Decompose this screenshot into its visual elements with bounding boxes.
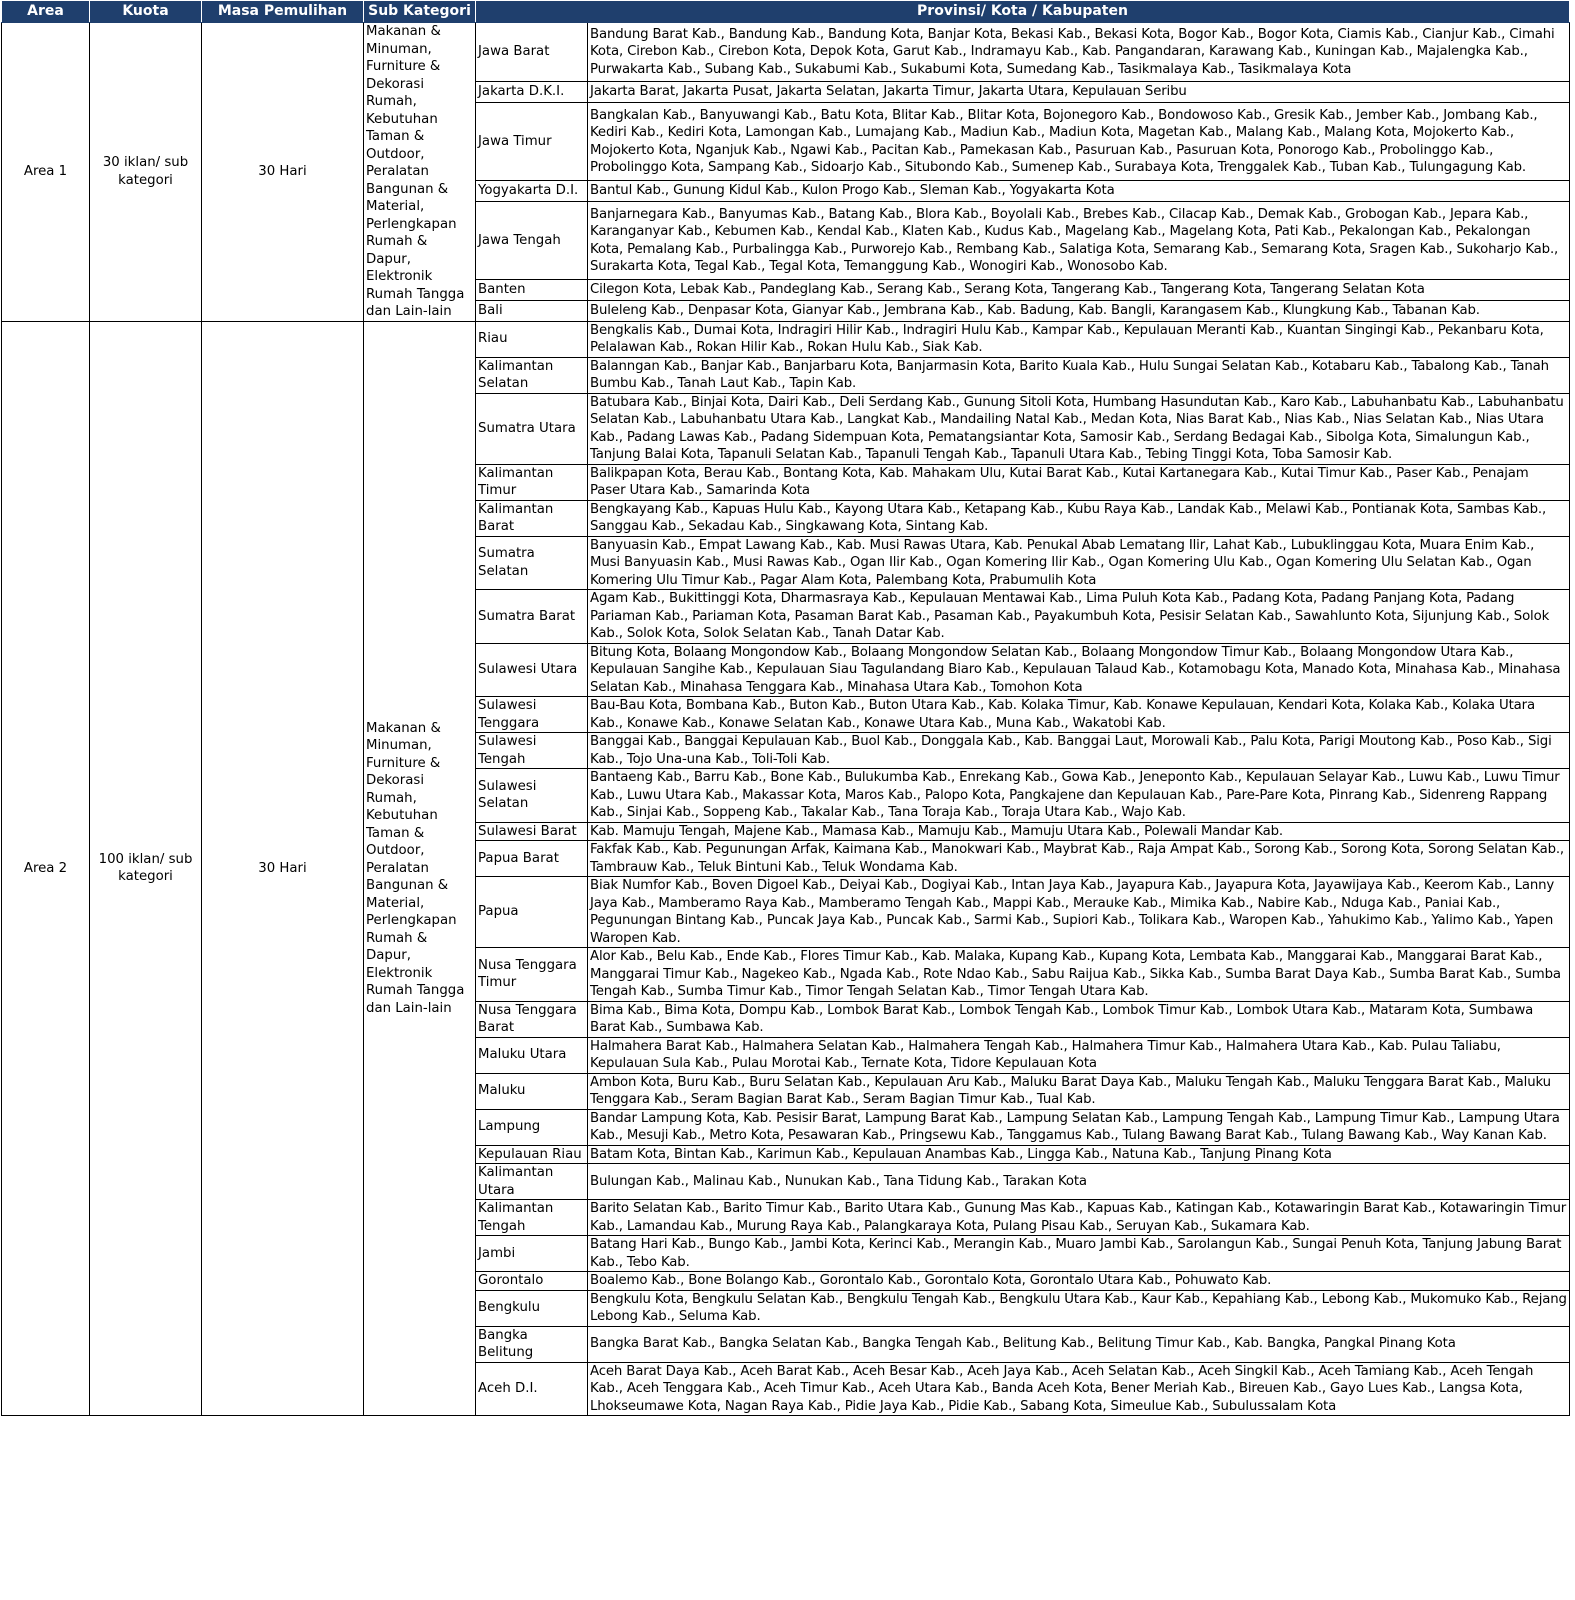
table-row [2,23,1570,82]
cities-cell: Bitung Kota, Bolaang Mongondow Kab., Bolaang Mongondow Selatan Kab., Bolaang Mongondow Timur Kab., Bolaang Mongondow Utara Kab., Kepulauan Sangihe Kab., Kepulauan Siau Tagulandang Biaro Kab., Kepulauan Talaud Kab., Kotamobagu Kota, Manado Kota, Minahasa Kab., Minahasa Selatan Kab., Minahasa Tenggara Kab., Minahasa Utara Kab., Tomohon Kota [588,643,1570,697]
cities-cell: Balanngan Kab., Banjar Kab., Banjarbaru Kota, Banjarmasin Kota, Barito Kuala Kab., Hulu Sungai Selatan Kab., Kotabaru Kab., Tabalong Kab., Tanah Bumbu Kab., Tanah Laut Kab., Tapin Kab. [588,357,1570,393]
cities-cell: Bima Kab., Bima Kota, Dompu Kab., Lombok Barat Kab., Lombok Tengah Kab., Lombok Timur Kab., Lombok Utara Kab., Mataram Kota, Sumbawa Barat Kab., Sumbawa Kab. [588,1001,1570,1037]
province-cell: Maluku [476,1073,588,1109]
province-cell: Sulawesi Selatan [476,769,588,823]
cities-cell: Banggai Kab., Banggai Kepulauan Kab., Buol Kab., Donggala Kab., Kab. Banggai Laut, Morowali Kab., Palu Kota, Parigi Moutong Kab., Poso Kab., Sigi Kab., Tojo Una-una Kab., Toli-Toli Kab. [588,733,1570,769]
province-cell: Kepulauan Riau [476,1145,588,1164]
coverage-table [1,0,1570,1416]
cities-cell: Barito Selatan Kab., Barito Timur Kab., Barito Utara Kab., Gunung Mas Kab., Kapuas Kab., Katingan Kab., Kotawaringin Barat Kab., Kotawaringin Timur Kab., Lamandau Kab., Murung Raya Kab., Palangkaraya Kota, Pulang Pisau Kab., Seruyan Kab., Sukamara Kab. [588,1200,1570,1236]
cities-cell: Alor Kab., Belu Kab., Ende Kab., Flores Timur Kab., Kab. Malaka, Kupang Kab., Kupang Kota, Lembata Kab., Manggarai Kab., Manggarai Barat Kab., Manggarai Timur Kab., Nagekeo Kab., Ngada Kab., Rote Ndao Kab., Sabu Raijua Kab., Sikka Kab., Sumba Barat Daya Kab., Sumba Barat Kab., Sumba Tengah Kab., Sumba Timur Kab., Timor Tengah Selatan Kab., Timor Tengah Utara Kab. [588,948,1570,1002]
cities-cell: Ambon Kota, Buru Kab., Buru Selatan Kab., Kepulauan Aru Kab., Maluku Barat Daya Kab., Maluku Tengah Kab., Maluku Tenggara Barat Kab., Maluku Tenggara Kab., Seram Bagian Barat Kab., Seram Bagian Timur Kab., Tual Kab. [588,1073,1570,1109]
cities-cell: Bau-Bau Kota, Bombana Kab., Buton Kab., Buton Utara Kab., Kab. Kolaka Timur, Kab. Konawe Kepulauan, Kendari Kota, Kolaka Kab., Kolaka Utara Kab., Konawe Kab., Konawe Selatan Kab., Konawe Utara Kab., Muna Kab., Wakatobi Kab. [588,697,1570,733]
province-cell: Bali [476,300,588,321]
cities-cell: Buleleng Kab., Denpasar Kota, Gianyar Kab., Jembrana Kab., Kab. Badung, Kab. Bangli, Karangasem Kab., Klungkung Kab., Tabanan Kab. [588,300,1570,321]
cities-cell: Balikpapan Kota, Berau Kab., Bontang Kota, Kab. Mahakam Ulu, Kutai Barat Kab., Kutai Kartanegara Kab., Kutai Timur Kab., Paser Kab., Penajam Paser Utara Kab., Samarinda Kota [588,464,1570,500]
cities-cell: Bandung Barat Kab., Bandung Kab., Bandung Kota, Banjar Kota, Bekasi Kab., Bekasi Kota, Bogor Kab., Bogor Kota, Ciamis Kab., Cianjur Kab., Cimahi Kota, Cirebon Kab., Cirebon Kota, Depok Kota, Garut Kab., Indramayu Kab., Kab. Pangandaran, Karawang Kab., Kuningan Kab., Majalengka Kab., Purwakarta Kab., Subang Kab., Sukabumi Kab., Sukabumi Kota, Sumedang Kab., Tasikmalaya Kab., Tasikmalaya Kota [588,23,1570,82]
province-cell: Sumatra Utara [476,393,588,464]
cities-cell: Aceh Barat Daya Kab., Aceh Barat Kab., Aceh Besar Kab., Aceh Jaya Kab., Aceh Selatan Kab., Aceh Singkil Kab., Aceh Tamiang Kab., Aceh Tengah Kab., Aceh Tenggara Kab., Aceh Timur Kab., Aceh Utara Kab., Banda Aceh Kota, Bener Meriah Kab., Bireuen Kab., Gayo Lues Kab., Langsa Kota, Lhokseumawe Kota, Nagan Raya Kab., Pidie Jaya Kab., Pidie Kab., Sabang Kota, Simeulue Kab., Subulussalam Kota [588,1362,1570,1416]
cities-cell: Boalemo Kab., Bone Bolango Kab., Gorontalo Kab., Gorontalo Kota, Gorontalo Utara Kab., Pohuwato Kab. [588,1272,1570,1291]
cities-cell: Agam Kab., Bukittinggi Kota, Dharmasraya Kab., Kepulauan Mentawai Kab., Lima Puluh Kota Kab., Padang Kota, Padang Panjang Kota, Padang Pariaman Kab., Pariaman Kota, Pasaman Barat Kab., Pasaman Kab., Payakumbuh Kota, Pesisir Selatan Kab., Sawahlunto Kota, Sijunjung Kab., Solok Kab., Solok Kota, Solok Selatan Kab., Tanah Datar Kab. [588,590,1570,644]
cities-cell: Bangka Barat Kab., Bangka Selatan Kab., Bangka Tengah Kab., Belitung Kab., Belitung Timur Kab., Kab. Bangka, Pangkal Pinang Kota [588,1326,1570,1362]
cities-cell: Bandar Lampung Kota, Kab. Pesisir Barat, Lampung Barat Kab., Lampung Selatan Kab., Lampung Tengah Kab., Lampung Timur Kab., Lampung Utara Kab., Mesuji Kab., Metro Kota, Pesawaran Kab., Pringsewu Kab., Tanggamus Kab., Tulang Bawang Barat Kab., Tulang Bawang Kab., Way Kanan Kab. [588,1109,1570,1145]
province-cell: Sulawesi Barat [476,822,588,841]
header-kuota: Kuota [90,1,202,23]
kuota-cell: 100 iklan/ sub kategori [90,321,202,1416]
masa-pemulihan-cell: 30 Hari [202,321,364,1416]
province-cell: Lampung [476,1109,588,1145]
province-cell: Riau [476,321,588,357]
cities-cell: Batubara Kab., Binjai Kota, Dairi Kab., Deli Serdang Kab., Gunung Sitoli Kota, Humbang Hasundutan Kab., Karo Kab., Labuhanbatu Kab., Labuhanbatu Selatan Kab., Labuhanbatu Utara Kab., Langkat Kab., Mandailing Natal Kab., Medan Kota, Nias Barat Kab., Nias Kab., Nias Selatan Kab., Nias Utara Kab., Padang Lawas Kab., Padang Sidempuan Kota, Pematangsiantar Kota, Samosir Kab., Serdang Bedagai Kab., Sibolga Kota, Simalungun Kab., Tanjung Balai Kota, Tapanuli Selatan Kab., Tapanuli Tengah Kab., Tapanuli Utara Kab., Tebing Tinggi Kota, Toba Samosir Kab. [588,393,1570,464]
header-row [2,1,1570,23]
province-cell: Papua Barat [476,841,588,877]
kuota-cell: 30 iklan/ sub kategori [90,23,202,322]
sub-kategori-cell: Makanan & Minuman, Furniture & Dekorasi Rumah, Kebutuhan Taman & Outdoor, Peralatan Bangunan & Material, Perlengkapan Rumah & Dapur, Elektronik Rumah Tangga dan Lain-lain [364,23,476,322]
province-cell: Bengkulu [476,1290,588,1326]
province-cell: Sumatra Selatan [476,536,588,590]
province-cell: Sulawesi Tenggara [476,697,588,733]
province-cell: Kalimantan Barat [476,500,588,536]
area-cell: Area 2 [2,321,90,1416]
province-cell: Jawa Tengah [476,201,588,280]
province-cell: Jawa Timur [476,102,588,181]
cities-cell: Kab. Mamuju Tengah, Majene Kab., Mamasa Kab., Mamuju Kab., Mamuju Utara Kab., Polewali Mandar Kab. [588,822,1570,841]
area-cell: Area 1 [2,23,90,322]
cities-cell: Fakfak Kab., Kab. Pegunungan Arfak, Kaimana Kab., Manokwari Kab., Maybrat Kab., Raja Ampat Kab., Sorong Kab., Sorong Kota, Sorong Selatan Kab., Tambrauw Kab., Teluk Bintuni Kab., Teluk Wondama Kab. [588,841,1570,877]
province-cell: Gorontalo [476,1272,588,1291]
province-cell: Sulawesi Tengah [476,733,588,769]
header-masa-pemulihan: Masa Pemulihan [202,1,364,23]
province-cell: Maluku Utara [476,1037,588,1073]
cities-cell: Banjarnegara Kab., Banyumas Kab., Batang Kab., Blora Kab., Boyolali Kab., Brebes Kab., Cilacap Kab., Demak Kab., Grobogan Kab., Jepara Kab., Karanganyar Kab., Kebumen Kab., Kendal Kab., Klaten Kab., Kudus Kab., Magelang Kab., Magelang Kota, Pati Kab., Pekalongan Kab., Pekalongan Kota, Pemalang Kab., Purbalingga Kab., Purworejo Kab., Rembang Kab., Salatiga Kota, Semarang Kab., Semarang Kota, Sragen Kab., Sukoharjo Kab., Surakarta Kota, Tegal Kab., Tegal Kota, Temanggung Kab., Wonogiri Kab., Wonosobo Kab. [588,201,1570,280]
province-cell: Banten [476,280,588,300]
cities-cell: Bangkalan Kab., Banyuwangi Kab., Batu Kota, Blitar Kab., Blitar Kota, Bojonegoro Kab., Bondowoso Kab., Gresik Kab., Jember Kab., Jombang Kab., Kediri Kab., Kediri Kota, Lamongan Kab., Lumajang Kab., Madiun Kab., Madiun Kota, Magetan Kab., Malang Kab., Malang Kota, Mojokerto Kab., Mojokerto Kota, Nganjuk Kab., Ngawi Kab., Pacitan Kab., Pamekasan Kab., Pasuruan Kab., Pasuruan Kota, Ponorogo Kab., Probolinggo Kab., Probolinggo Kota, Sampang Kab., Sidoarjo Kab., Situbondo Kab., Sumenep Kab., Surabaya Kota, Trenggalek Kab., Tuban Kab., Tulungagung Kab. [588,102,1570,181]
header-area: Area [2,1,90,23]
header-sub-kategori: Sub Kategori [364,1,476,23]
province-cell: Yogyakarta D.I. [476,181,588,201]
table-row [2,321,1570,357]
sub-kategori-cell: Makanan & Minuman, Furniture & Dekorasi Rumah, Kebutuhan Taman & Outdoor, Peralatan Bangunan & Material, Perlengkapan Rumah & Dapur, Elektronik Rumah Tangga dan Lain-lain [364,321,476,1416]
province-cell: Kalimantan Tengah [476,1200,588,1236]
province-cell: Jambi [476,1236,588,1272]
cities-cell: Banyuasin Kab., Empat Lawang Kab., Kab. Musi Rawas Utara, Kab. Penukal Abab Lematang Ilir, Lahat Kab., Lubuklinggau Kota, Muara Enim Kab., Musi Banyuasin Kab., Musi Rawas Kab., Ogan Ilir Kab., Ogan Komering Ilir Kab., Ogan Komering Ulu Kab., Ogan Komering Ulu Selatan Kab., Ogan Komering Ulu Timur Kab., Pagar Alam Kota, Palembang Kota, Prabumulih Kota [588,536,1570,590]
cities-cell: Batam Kota, Bintan Kab., Karimun Kab., Kepulauan Anambas Kab., Lingga Kab., Natuna Kab., Tanjung Pinang Kota [588,1145,1570,1164]
province-cell: Jawa Barat [476,23,588,82]
cities-cell: Bantaeng Kab., Barru Kab., Bone Kab., Bulukumba Kab., Enrekang Kab., Gowa Kab., Jeneponto Kab., Kepulauan Selayar Kab., Luwu Kab., Luwu Timur Kab., Luwu Utara Kab., Makassar Kota, Maros Kab., Palopo Kota, Pangkajene dan Kepulauan Kab., Pare-Pare Kota, Pinrang Kab., Sidenreng Rappang Kab., Sinjai Kab., Soppeng Kab., Takalar Kab., Tana Toraja Kab., Toraja Utara Kab., Wajo Kab. [588,769,1570,823]
province-cell: Papua [476,877,588,948]
province-cell: Bangka Belitung [476,1326,588,1362]
province-cell: Kalimantan Utara [476,1164,588,1200]
cities-cell: Batang Hari Kab., Bungo Kab., Jambi Kota, Kerinci Kab., Merangin Kab., Muaro Jambi Kab., Sarolangun Kab., Sungai Penuh Kota, Tanjung Jabung Barat Kab., Tebo Kab. [588,1236,1570,1272]
table-body [2,23,1570,1416]
province-cell: Sulawesi Utara [476,643,588,697]
province-cell: Kalimantan Timur [476,464,588,500]
province-cell: Sumatra Barat [476,590,588,644]
province-cell: Nusa Tenggara Barat [476,1001,588,1037]
cities-cell: Halmahera Barat Kab., Halmahera Selatan Kab., Halmahera Tengah Kab., Halmahera Timur Kab., Halmahera Utara Kab., Kab. Pulau Taliabu, Kepulauan Sula Kab., Pulau Morotai Kab., Ternate Kota, Tidore Kepulauan Kota [588,1037,1570,1073]
cities-cell: Cilegon Kota, Lebak Kab., Pandeglang Kab., Serang Kab., Serang Kota, Tangerang Kab., Tangerang Kota, Tangerang Selatan Kota [588,280,1570,300]
province-cell: Jakarta D.K.I. [476,82,588,102]
cities-cell: Bulungan Kab., Malinau Kab., Nunukan Kab., Tana Tidung Kab., Tarakan Kota [588,1164,1570,1200]
cities-cell: Bengkayang Kab., Kapuas Hulu Kab., Kayong Utara Kab., Ketapang Kab., Kubu Raya Kab., Landak Kab., Melawi Kab., Pontianak Kota, Sambas Kab., Sanggau Kab., Sekadau Kab., Singkawang Kota, Sintang Kab. [588,500,1570,536]
province-cell: Kalimantan Selatan [476,357,588,393]
cities-cell: Jakarta Barat, Jakarta Pusat, Jakarta Selatan, Jakarta Timur, Jakarta Utara, Kepulauan Seribu [588,82,1570,102]
header-provinsi-kota-kabupaten: Provinsi/ Kota / Kabupaten [476,1,1570,23]
cities-cell: Bengkalis Kab., Dumai Kota, Indragiri Hilir Kab., Indragiri Hulu Kab., Kampar Kab., Kepulauan Meranti Kab., Kuantan Singingi Kab., Pekanbaru Kota, Pelalawan Kab., Rokan Hilir Kab., Rokan Hulu Kab., Siak Kab. [588,321,1570,357]
province-cell: Aceh D.I. [476,1362,588,1416]
province-cell: Nusa Tenggara Timur [476,948,588,1002]
cities-cell: Biak Numfor Kab., Boven Digoel Kab., Deiyai Kab., Dogiyai Kab., Intan Jaya Kab., Jayapura Kab., Jayapura Kota, Jayawijaya Kab., Keerom Kab., Lanny Jaya Kab., Mamberamo Raya Kab., Mamberamo Tengah Kab., Mappi Kab., Merauke Kab., Mimika Kab., Nabire Kab., Nduga Kab., Paniai Kab., Pegunungan Bintang Kab., Puncak Jaya Kab., Puncak Kab., Sarmi Kab., Supiori Kab., Tolikara Kab., Waropen Kab., Yahukimo Kab., Yalimo Kab., Yapen Waropen Kab. [588,877,1570,948]
masa-pemulihan-cell: 30 Hari [202,23,364,322]
cities-cell: Bantul Kab., Gunung Kidul Kab., Kulon Progo Kab., Sleman Kab., Yogyakarta Kota [588,181,1570,201]
cities-cell: Bengkulu Kota, Bengkulu Selatan Kab., Bengkulu Tengah Kab., Bengkulu Utara Kab., Kaur Kab., Kepahiang Kab., Lebong Kab., Mukomuko Kab., Rejang Lebong Kab., Seluma Kab. [588,1290,1570,1326]
